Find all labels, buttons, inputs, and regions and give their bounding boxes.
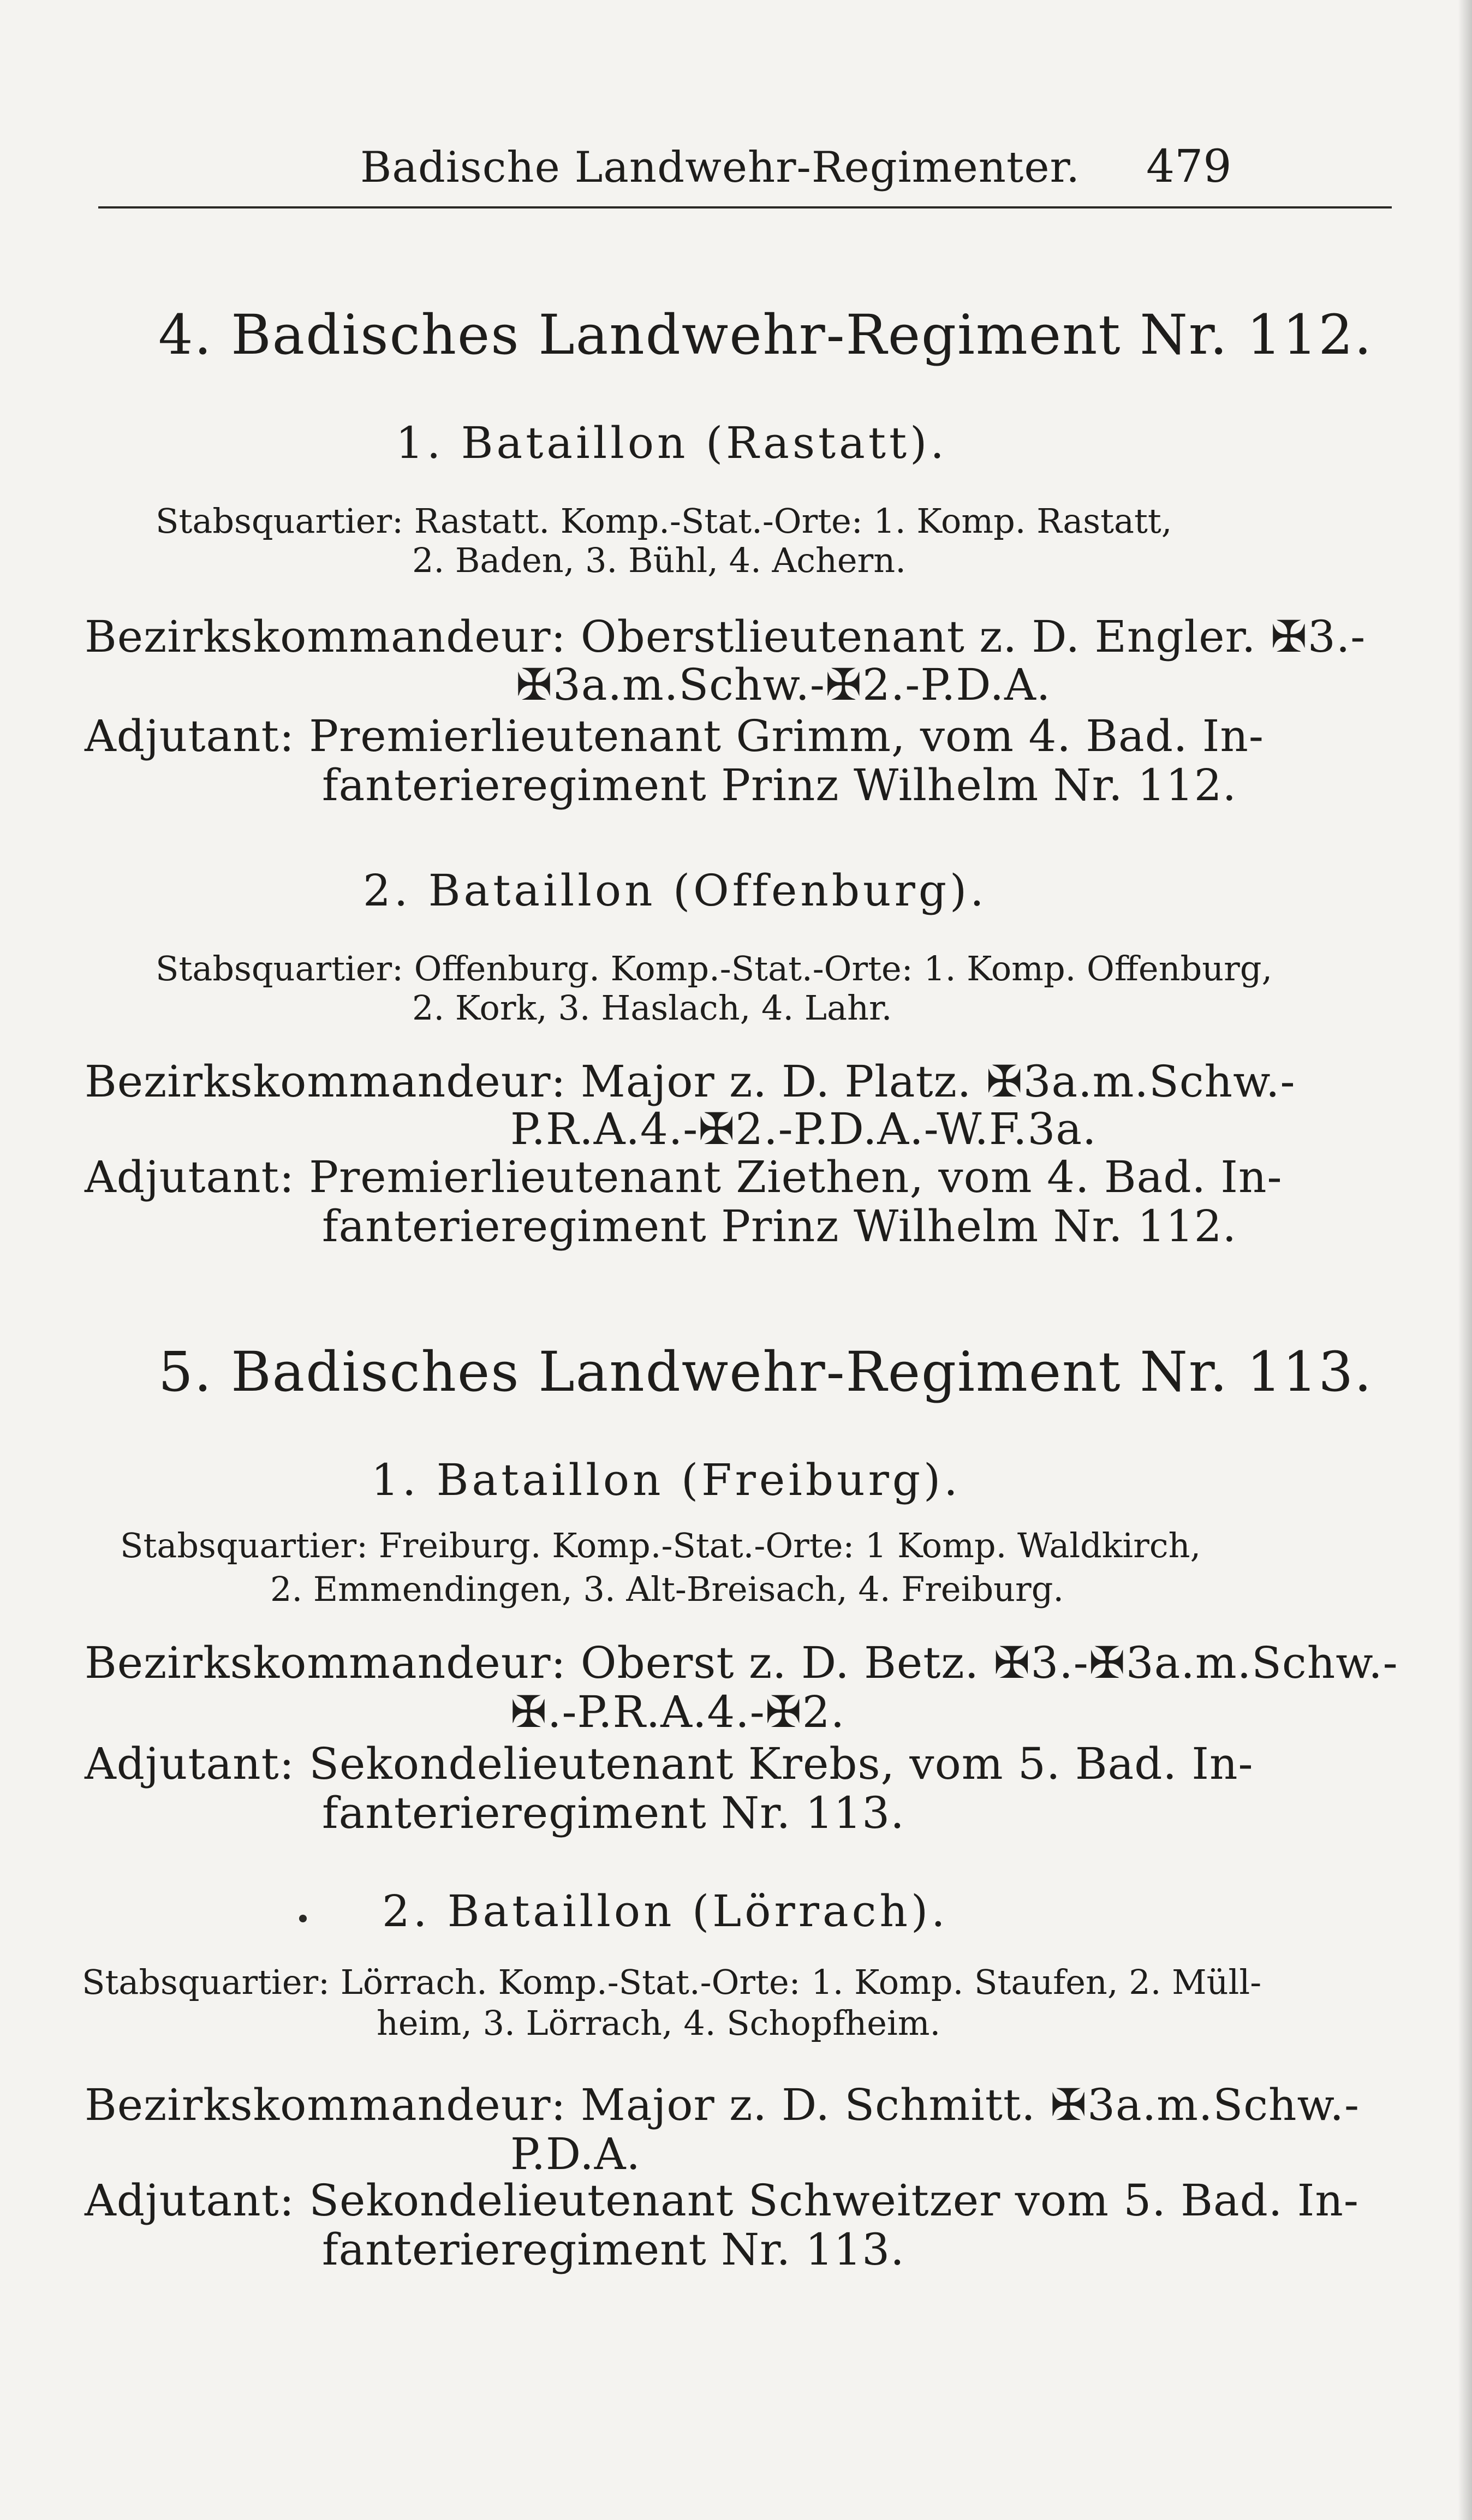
stab-line: Stabsquartier: Offenburg. Komp.-Stat.-Orte: 1. Komp. Offenburg, — [156, 949, 1273, 988]
stab-line: Stabsquartier: Lörrach. Komp.-Stat.-Orte: 1. Komp. Staufen, 2. Müll- — [82, 1962, 1262, 2002]
battalion-title: 1. Bataillon (Rastatt). — [396, 418, 947, 468]
kommandeur-line: ✠3a.m.Schw.-✠2.-P.D.A. — [516, 659, 1051, 710]
adjutant-line: Adjutant: Sekondelieutenant Krebs, vom 5. Bad. In- — [85, 1738, 1254, 1789]
kommandeur-line: Bezirkskommandeur: Oberst z. D. Betz. ✠3.-✠3a.m.Schw.- — [85, 1637, 1398, 1688]
page-edge-shadow — [1458, 0, 1472, 2520]
kommandeur-line: Bezirkskommandeur: Oberstlieutenant z. D. Engler. ✠3.- — [85, 611, 1366, 662]
stab-line: Stabsquartier: Rastatt. Komp.-Stat.-Orte: 1. Komp. Rastatt, — [156, 501, 1172, 541]
stab-line: 2. Emmendingen, 3. Alt-Breisach, 4. Freiburg. — [270, 1569, 1064, 1609]
battalion-title: 1. Bataillon (Freiburg). — [371, 1455, 961, 1505]
running-title: Badische Landwehr-Regimenter. — [360, 143, 1081, 192]
adjutant-line: fanterieregiment Nr. 113. — [322, 1788, 905, 1838]
kommandeur-line: ✠.-P.R.A.4.-✠2. — [510, 1687, 845, 1737]
kommandeur-line: P.R.A.4.-✠2.-P.D.A.-W.F.3a. — [510, 1104, 1097, 1154]
adjutant-line: Adjutant: Sekondelieutenant Schweitzer vom 5. Bad. In- — [85, 2175, 1359, 2226]
adjutant-line: fanterieregiment Prinz Wilhelm Nr. 112. — [322, 760, 1237, 811]
battalion-title: 2. Bataillon (Offenburg). — [363, 865, 987, 916]
page-number: 479 — [1146, 141, 1232, 193]
adjutant-line: fanterieregiment Nr. 113. — [322, 2224, 905, 2275]
stab-line: 2. Kork, 3. Haslach, 4. Lahr. — [412, 988, 892, 1028]
battalion-title: 2. Bataillon (Lörrach). — [382, 1886, 949, 1937]
adjutant-line: Adjutant: Premierlieutenant Grimm, vom 4. Bad. In- — [85, 711, 1264, 761]
kommandeur-line: P.D.A. — [510, 2129, 641, 2179]
adjutant-line: Adjutant: Premierlieutenant Ziethen, vom 4. Bad. In- — [85, 1152, 1283, 1202]
stab-line: heim, 3. Lörrach, 4. Schopfheim. — [377, 2003, 941, 2043]
header-rule — [98, 206, 1392, 208]
kommandeur-line: Bezirkskommandeur: Major z. D. Schmitt. ✠3a.m.Schw.- — [85, 2080, 1360, 2130]
stab-line: 2. Baden, 3. Bühl, 4. Achern. — [412, 540, 906, 580]
adjutant-line: fanterieregiment Prinz Wilhelm Nr. 112. — [322, 1201, 1237, 1252]
stab-line: Stabsquartier: Freiburg. Komp.-Stat.-Orte: 1 Komp. Waldkirch, — [120, 1526, 1201, 1565]
kommandeur-line: Bezirkskommandeur: Major z. D. Platz. ✠3a.m.Schw.- — [85, 1056, 1296, 1107]
regiment-title: 5. Badisches Landwehr-Regiment Nr. 113. — [158, 1340, 1373, 1404]
stray-dot — [299, 1915, 307, 1922]
regiment-title: 4. Badisches Landwehr-Regiment Nr. 112. — [158, 303, 1373, 367]
